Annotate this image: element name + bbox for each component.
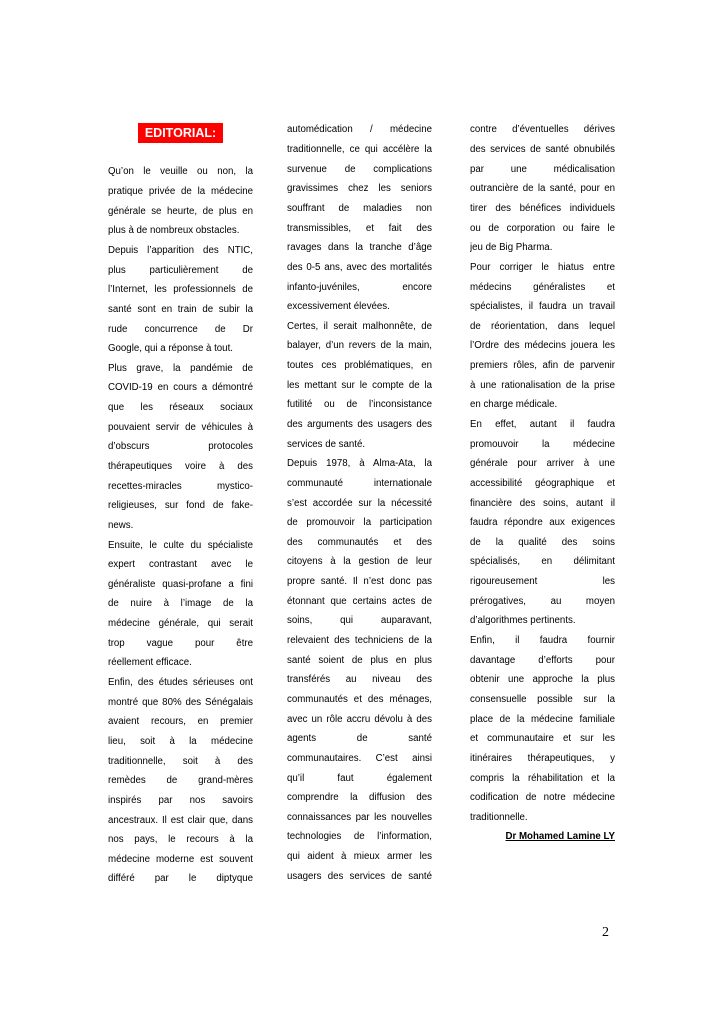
text-line: En effet, autant il faudra	[470, 419, 615, 430]
text-line: Enfin, des études sérieuses ont	[108, 677, 253, 689]
text-line: les mettant sur le compte de la	[287, 379, 432, 391]
text-line: traditionnelle.	[470, 811, 528, 823]
text-line: que les réseaux sociaux	[108, 402, 253, 414]
text-line: des communautés et des	[287, 536, 432, 548]
text-line: des 0-5 ans, avec des mortalités	[287, 261, 432, 273]
author-signature-text: Dr Mohamed Lamine LY	[505, 831, 615, 843]
text-line: connaissances par les nouvelles	[287, 811, 432, 823]
text-line: technologies de l’information,	[287, 831, 432, 843]
text-line: pouvaient servir de véhicules à	[108, 421, 253, 433]
text-line: traditionnelle, soit à des	[108, 755, 253, 767]
text-line: s’est accordée sur la nécessité	[287, 497, 432, 509]
text-line: toutes ces problématiques, en	[287, 360, 432, 372]
text-line: tirer des bénéfices individuels	[470, 202, 615, 214]
text-line: Certes, il serait malhonnête, de	[287, 320, 432, 332]
text-line: prérogatives, au moyen	[470, 595, 615, 607]
column-3	[470, 120, 615, 847]
text-line: obtenir une approche la plus	[470, 674, 615, 686]
text-line: Depuis 1978, à Alma-Ata, la	[287, 458, 432, 470]
text-line: étonnant que certains actes de	[287, 595, 432, 607]
text-line: expert contrastant avec le	[108, 559, 253, 571]
text-line: thérapeutiques voire à des	[108, 461, 253, 472]
text-line: Ensuite, le culte du spécialiste	[108, 539, 253, 551]
text-line: qu’il faut également	[287, 772, 432, 784]
text-line: jeu de Big Pharma.	[470, 242, 553, 254]
text-line: citoyens à la gestion de leur	[287, 556, 432, 568]
paragraph	[287, 317, 432, 454]
text-line: spécialistes, il faudra un travail	[470, 301, 615, 313]
text-line: de réorientation, dans lequel	[470, 320, 615, 332]
paragraph	[470, 415, 615, 631]
text-line: balayer, d’un revers de la main,	[287, 340, 432, 352]
column-1-text	[108, 162, 253, 889]
text-line: consensuelle possible sur la	[470, 693, 615, 705]
text-line: premiers rôles, afin de parvenir	[470, 360, 615, 372]
text-line: traditionnelle, ce qui accélère la	[287, 144, 432, 156]
text-line: communautaires. C’est ainsi	[287, 752, 432, 764]
text-line: Enfin, il faudra fournir	[470, 635, 615, 647]
text-line: Qu’on le veuille ou non, la	[108, 166, 253, 178]
text-line: financière des soins, autant il	[470, 497, 615, 509]
text-line: Plus grave, la pandémie de	[108, 362, 253, 374]
text-line: de promouvoir la participation	[287, 517, 432, 529]
text-line: place de la médecine familiale	[470, 713, 615, 725]
text-line: gravissimes chez les seniors	[287, 183, 432, 195]
text-line: accessibilité géographique et	[470, 477, 615, 489]
text-line: remèdes de grand-mères	[108, 775, 253, 787]
text-line: d’algorithmes pertinents.	[470, 615, 576, 627]
column-3-text	[470, 120, 615, 827]
text-line: générale pour arriver à une	[470, 458, 615, 470]
text-line: relevaient des techniciens de la	[287, 635, 432, 647]
text-line: recettes-miracles mystico-	[108, 480, 253, 492]
text-line: et communautaire et sur les	[470, 733, 615, 745]
text-line: spécialisés, en délimitant	[470, 556, 615, 568]
text-line: plus à de nombreux obstacles.	[108, 225, 240, 237]
text-line: lieu, soit à la médecine	[108, 735, 253, 747]
author-signature	[470, 827, 615, 847]
text-line: inspirés par nos savoirs	[108, 794, 253, 806]
text-line: religieuses, sur fond de fake-	[108, 500, 253, 512]
text-line: médecine moderne est souvent	[108, 853, 253, 865]
paragraph	[108, 673, 253, 889]
text-line: agents de santé	[287, 733, 432, 745]
text-line: générale se heurte, de plus en	[108, 205, 253, 217]
text-line: news.	[108, 519, 134, 531]
paragraph	[470, 631, 615, 827]
text-line: ou de corporation ou faire le	[470, 222, 615, 234]
paragraph	[287, 454, 432, 886]
text-line: santé soient de plus en plus	[287, 654, 432, 666]
text-line: par une médicalisation	[470, 163, 615, 175]
text-line: services de santé.	[287, 438, 366, 450]
text-line: de la qualité des soins	[470, 536, 615, 548]
text-line: rude concurrence de Dr	[108, 323, 253, 335]
text-line: contre d’éventuelles dérives	[470, 124, 615, 136]
text-line: pratique privée de la médecine	[108, 186, 253, 198]
paragraph	[108, 241, 253, 359]
text-line: soins, qui auparavant,	[287, 615, 432, 627]
paragraph	[108, 162, 253, 241]
paragraph	[108, 359, 253, 536]
text-line: avec un rôle accru dévolu à des	[287, 713, 432, 725]
paragraph	[470, 258, 615, 415]
text-line: comprendre la diffusion des	[287, 792, 432, 804]
text-line: communautés et des ménages,	[287, 693, 432, 705]
text-line: outrancière de la santé, pour en	[470, 183, 615, 195]
text-line: excessivement élevées.	[287, 301, 390, 313]
text-line: codification de notre médecine	[470, 792, 615, 804]
text-line: promouvoir la médecine	[470, 438, 615, 450]
text-line: itinéraires thérapeutiques, y	[470, 752, 615, 764]
text-line: ravages dans la tranche d’âge	[287, 242, 432, 254]
column-2	[287, 120, 432, 886]
text-line: Depuis l’apparition des NTIC,	[108, 244, 253, 256]
text-line: rigoureusement les	[470, 576, 615, 588]
text-line: faudra répondre aux exigences	[470, 517, 615, 529]
text-line: réellement efficace.	[108, 657, 192, 669]
text-line: transmissibles, et fait des	[287, 222, 432, 234]
text-line: différé par le diptyque	[108, 873, 253, 885]
text-line: usagers des services de santé	[287, 870, 432, 882]
text-line: Google, qui a réponse à tout.	[108, 343, 233, 355]
text-line: médecins généralistes et	[470, 281, 615, 293]
editorial-heading-container	[108, 123, 253, 143]
column-2-text	[287, 120, 432, 886]
text-line: l’Internet, les professionnels de	[108, 284, 253, 296]
paragraph	[287, 120, 432, 316]
text-line: qui aident à mieux armer les	[287, 851, 432, 863]
text-line: survenue de complications	[287, 163, 432, 175]
text-line: trop vague pour être	[108, 637, 253, 649]
text-line: futilité ou de l’inconsistance	[287, 399, 432, 411]
text-line: transférés au niveau des	[287, 674, 432, 686]
paragraph	[470, 120, 615, 257]
text-line: compris la réhabilitation et la	[470, 772, 615, 784]
paragraph	[108, 536, 253, 673]
text-line: de nuire à l’image de la	[108, 598, 253, 610]
text-line: souffrant de maladies non	[287, 202, 432, 214]
text-line: à une rationalisation de la prise	[470, 379, 615, 391]
text-line: plus particulièrement de	[108, 264, 253, 276]
text-line: l’Ordre des médecins jouera les	[470, 340, 615, 352]
text-line: d’obscurs protocoles	[108, 441, 253, 453]
text-line: santé sont en train de subir la	[108, 303, 253, 315]
text-line: nos pays, le recours à la	[108, 834, 253, 846]
column-1	[108, 162, 253, 889]
text-line: ancestraux. Il est clair que, dans	[108, 814, 253, 826]
text-line: généraliste quasi-profane a fini	[108, 578, 253, 590]
text-line: automédication / médecine	[287, 124, 432, 136]
text-line: infanto-juvéniles, encore	[287, 281, 432, 293]
text-line: montré que 80% des Sénégalais	[108, 696, 253, 708]
text-line: Pour corriger le hiatus entre	[470, 261, 615, 273]
text-line: des services de santé obnubilés	[470, 144, 615, 156]
text-line: communauté internationale	[287, 477, 432, 489]
text-line: médecine générale, qui serait	[108, 618, 253, 630]
text-line: COVID-19 en cours a démontré	[108, 382, 253, 394]
page-number: 2	[602, 925, 609, 940]
editorial-heading: EDITORIAL:	[138, 123, 223, 143]
text-line: des arguments des usagers des	[287, 419, 432, 430]
text-line: en charge médicale.	[470, 399, 558, 411]
text-line: avaient recours, en premier	[108, 716, 253, 728]
text-line: davantage d’efforts pour	[470, 654, 615, 666]
text-line: propre santé. Il n’est donc pas	[287, 576, 432, 588]
